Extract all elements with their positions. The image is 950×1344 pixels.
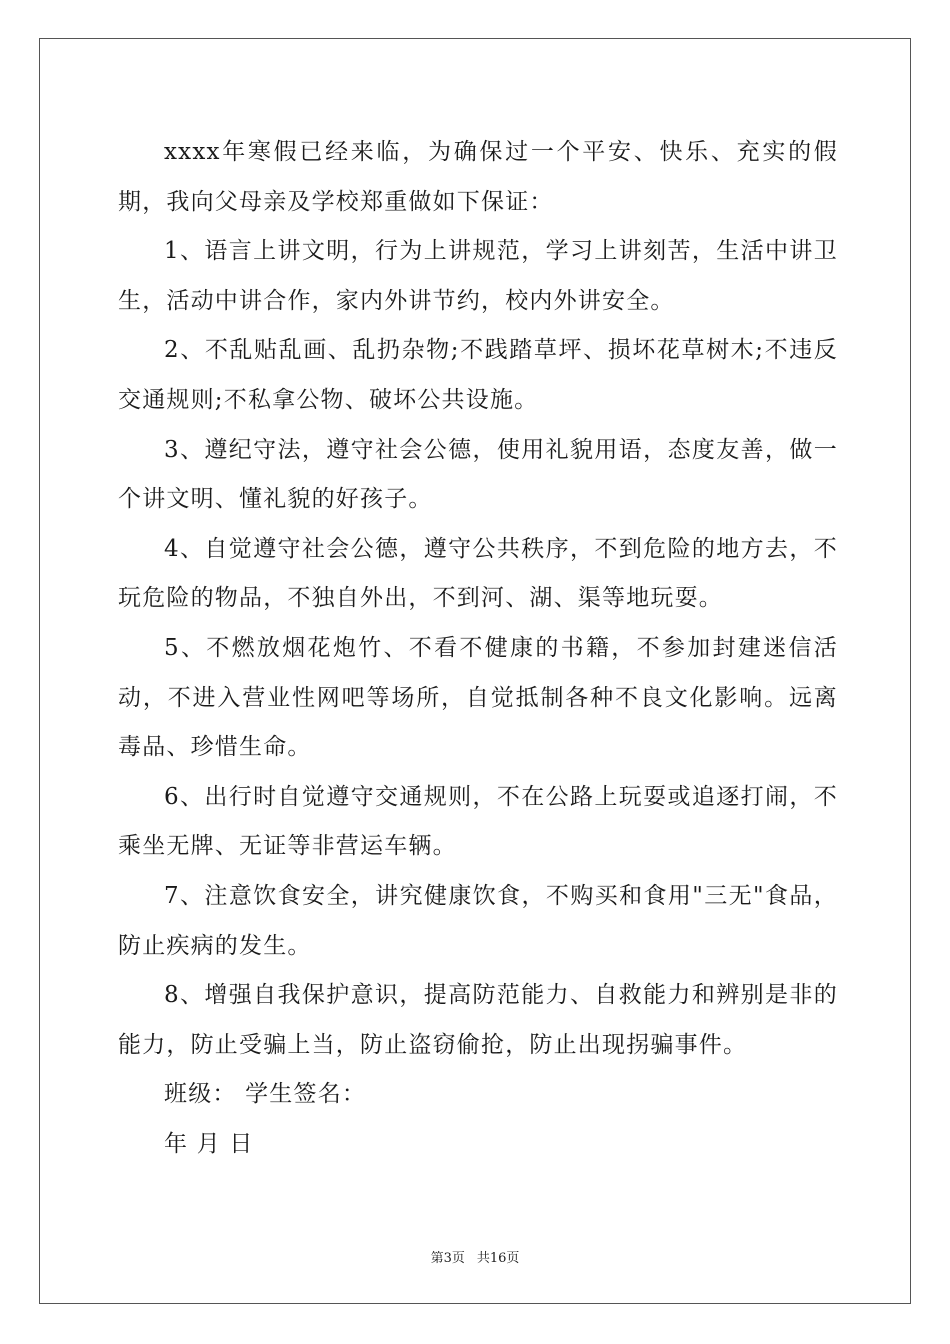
intro-paragraph: xxxx年寒假已经来临，为确保过一个平安、快乐、充实的假期，我向父母亲及学校郑重做如下保证： bbox=[118, 139, 838, 215]
signature-line: 班级： 学生签名： bbox=[164, 1081, 367, 1108]
pledge-item-4: 4、自觉遵守社会公德，遵守公共秩序，不到危险的地方去，不玩危险的物品，不独自外出，不到河、湖、渠等地玩耍。 bbox=[118, 535, 838, 612]
page-footer bbox=[0, 1247, 950, 1266]
pledge-item-8: 8、增强自我保护意识，提高防范能力、自救能力和辨别是非的能力，防止受骗上当，防止盗窃偷抢，防止出现拐骗事件。 bbox=[118, 982, 838, 1058]
pledge-item-6: 6、出行时自觉遵守交通规则，不在公路上玩耍或追逐打闹，不乘坐无牌、无证等非营运车辆。 bbox=[118, 783, 838, 860]
pledge-item-1: 1、语言上讲文明，行为上讲规范，学习上讲刻苦，生活中讲卫生，活动中讲合作，家内外讲节约，校内外讲安全。 bbox=[118, 238, 838, 314]
pledge-item-7: 7、注意饮食安全，讲究健康饮食，不购买和食用"三无"食品，防止疾病的发生。 bbox=[118, 882, 838, 959]
pledge-item-2: 2、不乱贴乱画、乱扔杂物;不践踏草坪、损坏花草树木;不违反交通规则;不私拿公物、破坏公共设施。 bbox=[118, 337, 838, 413]
date-line: 年 月 日 bbox=[164, 1130, 254, 1157]
pledge-item-5: 5、不燃放烟花炮竹、不看不健康的书籍，不参加封建迷信活动，不进入营业性网吧等场所，自觉抵制各种不良文化影响。远离毒品、珍惜生命。 bbox=[118, 634, 838, 761]
document-body bbox=[118, 128, 838, 1169]
page-number: 第3页 bbox=[430, 1251, 465, 1266]
page-total: 共16页 bbox=[476, 1251, 520, 1266]
pledge-item-3: 3、遵纪守法，遵守社会公德，使用礼貌用语，态度友善，做一个讲文明、懂礼貌的好孩子。 bbox=[118, 436, 838, 513]
